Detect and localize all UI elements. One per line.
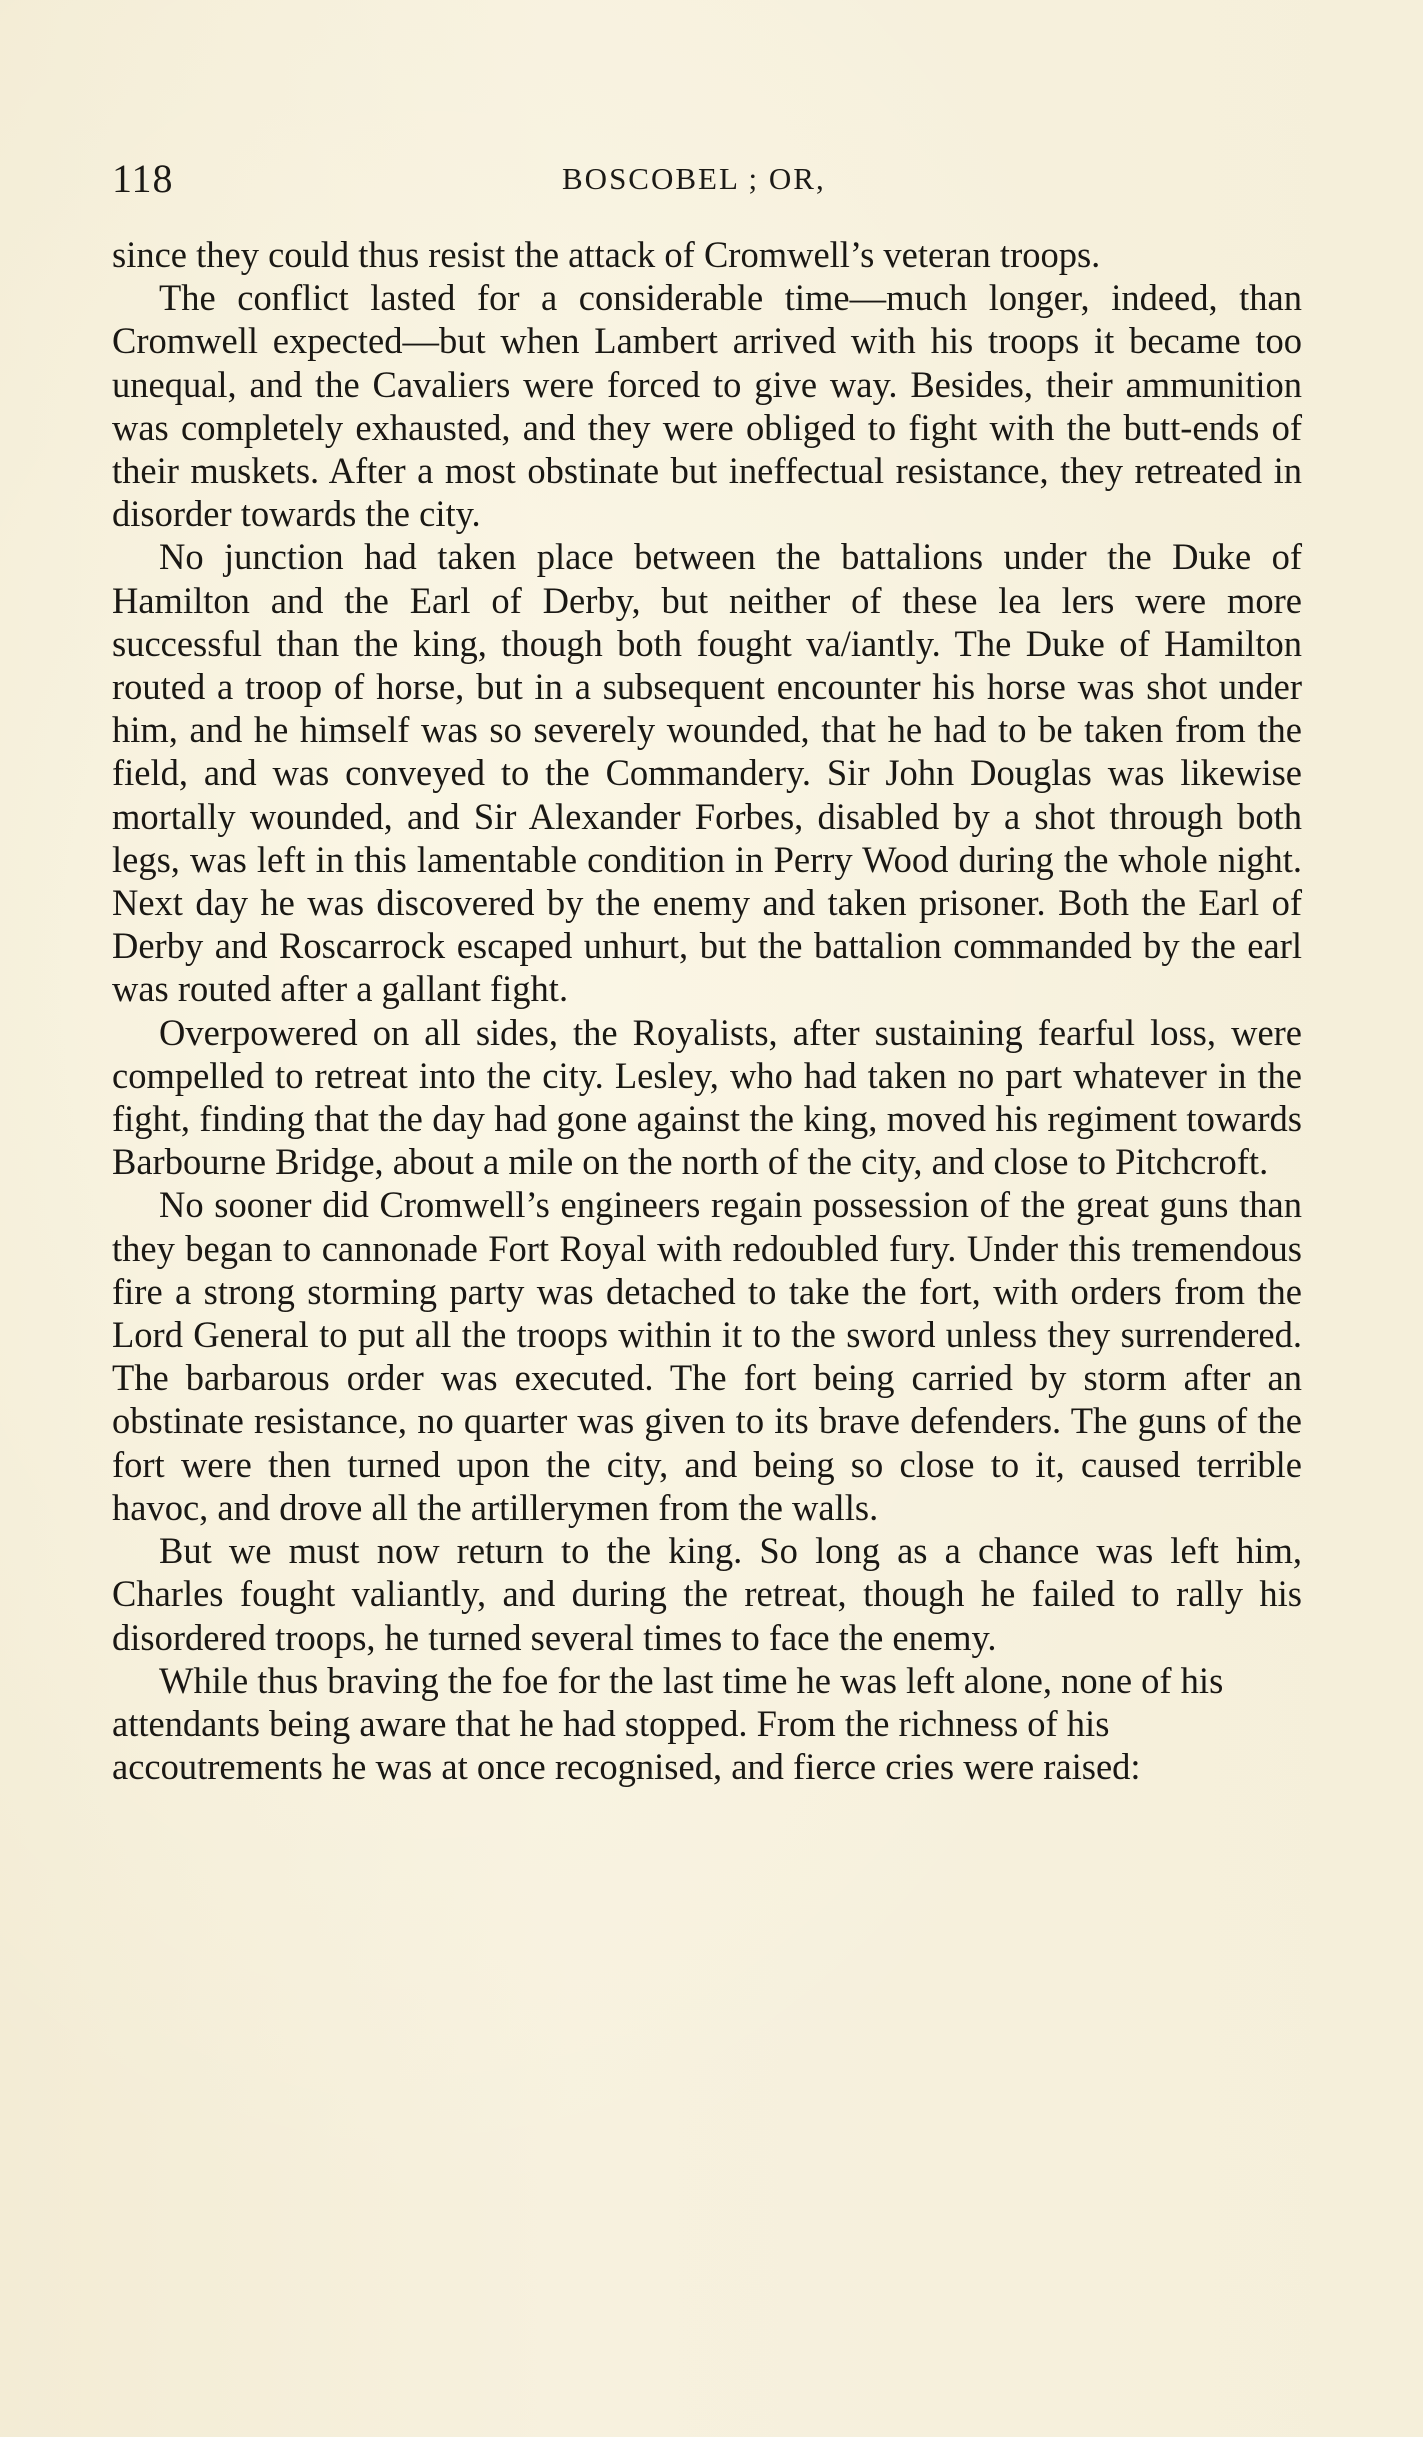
paragraph: No sooner did Cromwell’s engineers regain possession of the great guns than they began to cannonade Fort Royal with redoubled fury. Under this tremendous fire a strong storming party was detached to take the fort, with orders from the Lord General to put all the troops within it to the sword unless they surrendered. The barbarous order was executed. The fort being carried by storm after an obstinate resistance, no quarter was given to its brave defenders. The guns of the fort were then turned upon the city, and being so close to it, caused terrible havoc, and drove all the artillerymen from the walls. <box>112 1184 1302 1528</box>
paragraph-continued: since they could thus resist the attack of Cromwell’s veteran troops. <box>112 234 1101 275</box>
running-head: BOSCOBEL ; OR, <box>562 161 826 196</box>
body-text <box>112 233 1302 1788</box>
paragraph: Overpowered on all sides, the Royalists, after sustaining fearful loss, were compelled to retreat into the city. Lesley, who had taken no part whatever in the fight, finding that the day had gone against the king, moved his regiment towards Barbourne Bridge, about a mile on the north of the city, and close to Pitchcroft. <box>112 1011 1302 1183</box>
paragraph: But we must now return to the king. So long as a chance was left him, Charles fought valiantly, and during the retreat, though he failed to rally his disordered troops, he turned several times to face the enemy. <box>112 1530 1302 1658</box>
page-number: 118 <box>112 156 174 201</box>
paragraph: The conflict lasted for a considerable time—much longer, indeed, than Cromwell expected—but when Lambert arrived with his troops it became too unequal, and the Cavaliers were forced to give way. Besides, their ammunition was completely exhausted, and they were obliged to fight with the butt-ends of their muskets. After a most obstinate but ineffectual resistance, they retreated in disorder towards the city. <box>112 277 1302 535</box>
paragraph: While thus braving the foe for the last time he was left alone, none of his attendants being aware that he had stopped. From the richness of his accoutrements he was at once recognised, and fierce cries were raised: <box>112 1659 1224 1788</box>
page-header <box>112 155 1302 205</box>
paragraph: No junction had taken place between the battalions under the Duke of Hamilton and the Earl of Derby, but neither of these lea lers were more successful than the king, though both fought va/iantly. The Duke of Hamilton routed a troop of horse, but in a subsequent encounter his horse was shot under him, and he himself was so severely wounded, that he had to be taken from the field, and was conveyed to the Commandery. Sir John Douglas was likewise mortally wounded, and Sir Alexander Forbes, disabled by a shot through both legs, was left in this lamentable condition in Perry Wood during the whole night. Next day he was discovered by the enemy and taken prisoner. Both the Earl of Derby and Roscarrock escaped unhurt, but the battalion commanded by the earl was routed after a gallant fight. <box>112 536 1302 1010</box>
